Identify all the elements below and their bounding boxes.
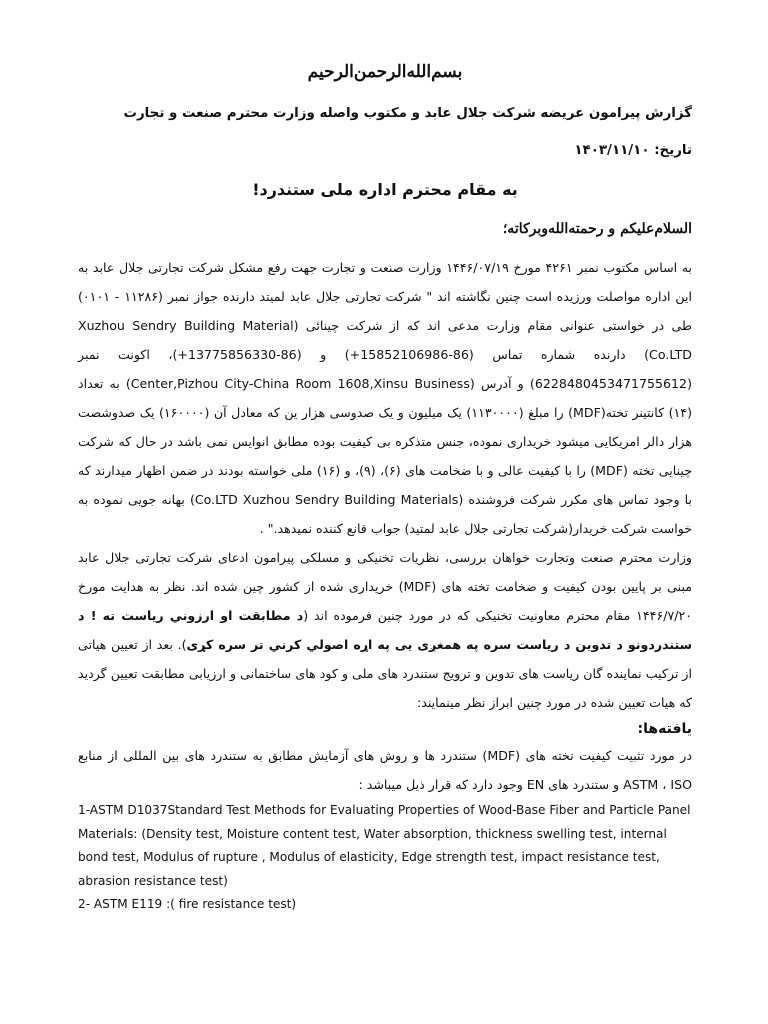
report-title: گزارش پیرامون عریضه شرکت جلال عابد و مکتوب واصله وزارت محترم صنعت و تجارت — [123, 106, 692, 121]
paragraph-2-start: وزارت محترم صنعت وتجارت خواهان بررسی، نظریات تخنیکی و مسلکی پیرامون ادعای شرکت تجارتی جلال عابد مبنی بر پایین بودن کیفیت و ضخامت تخته های (MDF) خریداری شده از کشور چین شده اند. نظر به هدایت مورخ ۱۴۴۶/۷/۲۰ مقام محترم معاونیت تخنیکی که در مورد چنین فرموده اند ( — [78, 550, 692, 623]
greeting-line: السلام‌علیکم و رحمته‌الله‌وبرکاته؛ — [502, 221, 692, 237]
body-paragraph-2 — [78, 543, 692, 717]
report-date: تاریخ: ۱۴۰۳/۱۱/۱۰ — [574, 143, 692, 158]
addressee-line: به مقام محترم اداره ملی ستندرد! — [252, 180, 518, 199]
paragraph-2-end: ). بعد از تعیین هیاتی از ترکیب نماینده گان ریاست های تدوین و ترویج ستندرد های ملی و کود های ساختمانی و ارزیابی مطابقت تعیین گردید که هیات تعیین شده در مورد چنین ابراز نظر مینمایند: — [78, 637, 692, 710]
standard-item-1: 1-ASTM D1037Standard Test Methods for Evaluating Properties of Wood-Base Fiber and Particle Panel Materials: (Density test, Moisture content test, Water absorption, thickness swelling test, internal bond test, Modulus of rupture , Modulus of elasticity, Edge strength test, impact resistance test, abrasion resistance test) — [78, 803, 691, 888]
body-paragraph-1: به اساس مکتوب نمبر ۴۲۶۱ مورخ ۱۴۴۶/۰۷/۱۹ وزارت صنعت و تجارت جهت رفع مشکل شرکت تجارتی جلال عابد به این اداره مواصلت ورزیده است چنین نگاشته اند " شرکت تجارتی جلال عابد لمیتد دارنده جواز نمبر (۱۱۲۸۶ - ۰۱۰۱) طی در خواستی عنوانی مقام وزارت مدعی اند که از شرکت چینائی (Xuzhou Sendry Building Material Co.LTD) دارنده شماره تماس (86-15852106986+) و (86-13775856330+)، اکونت نمبر (6228480453471755612) و آدرس (Center,Pizhou City-China Room 1608,Xinsu Business) به تعداد (۱۴) کانتینر تخته(MDF) را مبلغ (۱۱۳۰۰۰۰) یک میلیون و یک صدوسی هزار ین که معادل آن (۱۶۰۰۰۰) یک صدوشصت هزار دالر امریکایی میشود خریداری نموده، جنس متذکره بی کیفیت بوده مطابق انوایس نمی باشد در حال که شرکت چینایی تخته (MDF) را با کیفیت عالی و با ضخامت های (۶)، (۹)، و (۱۶) ملی خواسته بودند در ضمن اظهار میدارند که با وجود تماس های مکرر شرکت فروشنده (Co.LTD Xuzhou Sendry Building Materials) بهانه جویی نموده به خواست شرکت خریدار(شرکت تجارتی جلال عابد لمتید) جواب قانع کننده نمیدهد." . — [78, 260, 692, 536]
standard-item-2: 2- ASTM E119 :( fire resistance test) — [78, 897, 297, 911]
paragraph-2-quoted-order: د مطابقت او ارزوني رياست ته ! د ستندردونو د تدوين د رياست سره په همغږی يی په اړه اصولي كرني تر سره كړی — [78, 608, 693, 652]
findings-intro: در مورد تثبیت کیفیت تخته های (MDF) ستندرد ها و روش های آزمایش مطابق به ستندرد های بین المللی از منابع ASTM ، ISO و ستندرد های EN وجود دارد که قرار ذیل میباشد : — [78, 748, 692, 792]
basmala-heading: بسم‌الله‌الرحمن‌الرحیم — [307, 62, 463, 82]
findings-heading: یافته‌ها: — [637, 721, 692, 737]
